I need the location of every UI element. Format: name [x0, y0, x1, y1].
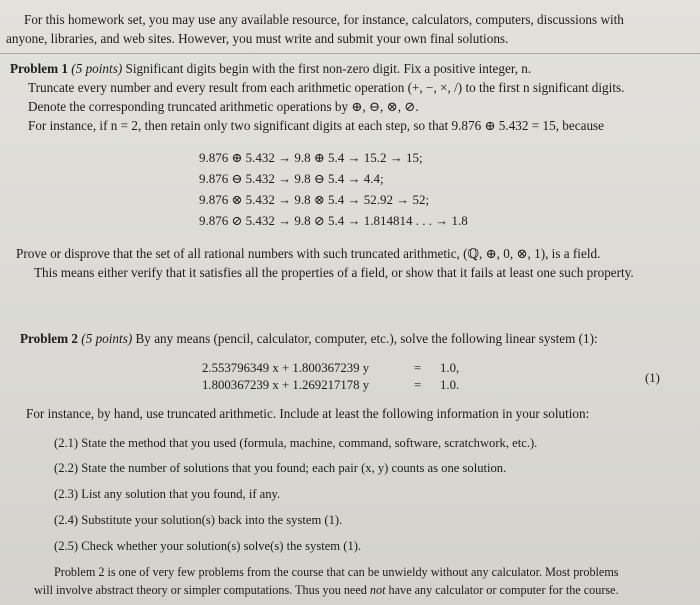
example-divide: 9.876 ⊘ 5.432 → 9.8 ⊘ 5.4 → 1.814814 . . . → 1.8 [199, 213, 468, 228]
problem1-heading [10, 61, 531, 77]
example-add: 9.876 ⊕ 5.432 → 9.8 ⊕ 5.4 → 15.2 → 15; [199, 150, 423, 165]
intro-line-1: For this homework set, you may use any available resource, for instance, calculators, computers, discussions with [24, 12, 624, 27]
problem2-label: Problem 2 [20, 331, 78, 346]
problem1-prove-line2: This means either verify that it satisfies all the properties of a field, or show that it fails at least one such property. [34, 265, 634, 280]
problem2-heading [20, 331, 598, 347]
requirement-2-2: (2.2) State the number of solutions that you found; each pair (x, y) counts as one solution. [54, 461, 507, 475]
note-text-a: will involve abstract theory or simpler computations. Thus you need [34, 583, 367, 597]
problem1-line4: For instance, if n = 2, then retain only two significant digits at each step, so that 9.876 ⊕ 5.432 = 15, because [28, 118, 605, 133]
problem2-note-line2 [34, 583, 619, 598]
problem1-label: Problem 1 [10, 61, 68, 76]
problem2-line1: By any means (pencil, calculator, computer, etc.), solve the following linear system (1): [135, 331, 598, 346]
intro-line-2: anyone, libraries, and web sites. However, you must write and submit your own final solutions. [6, 31, 509, 46]
note-text-b: have any calculator or computer for the course. [388, 583, 619, 597]
requirement-2-1: (2.1) State the method that you used (formula, machine, command, software, scratchwork, etc.). [54, 436, 538, 450]
equation-2-rhs: 1.0. [440, 378, 460, 392]
equation-number: (1) [645, 371, 660, 385]
example-subtract: 9.876 ⊖ 5.432 → 9.8 ⊖ 5.4 → 4.4; [199, 171, 384, 186]
problem1-line3: Denote the corresponding truncated arithmetic operations by ⊕, ⊖, ⊗, ⊘. [28, 99, 419, 114]
problem2-points: (5 points) [81, 331, 133, 346]
requirement-2-3: (2.3) List any solution that you found, if any. [54, 487, 281, 501]
equation-2-relation: = [414, 378, 422, 392]
note-text-not: not [369, 583, 386, 597]
section-divider [0, 53, 700, 54]
equation-1-lhs: 2.553796349 x + 1.800367239 y [202, 361, 370, 375]
equation-2-lhs: 1.800367239 x + 1.269217178 y [202, 378, 370, 392]
problem1-points: (5 points) [71, 61, 123, 76]
problem1-line1: Significant digits begin with the first non-zero digit. Fix a positive integer, n. [125, 61, 532, 76]
problem2-instance: For instance, by hand, use truncated arithmetic. Include at least the following information in your solution: [26, 406, 590, 421]
example-multiply: 9.876 ⊗ 5.432 → 9.8 ⊗ 5.4 → 52.92 → 52; [199, 192, 430, 207]
problem2-note-line1: Problem 2 is one of very few problems from the course that can be unwieldy without any calculator. Most problems [54, 565, 619, 579]
requirement-2-5: (2.5) Check whether your solution(s) solve(s) the system (1). [54, 539, 362, 553]
equation-1-rhs: 1.0, [440, 361, 460, 375]
equation-1-relation: = [414, 361, 422, 375]
problem1-line2: Truncate every number and every result from each arithmetic operation (+, −, ×, /) to the first n significant digits. [28, 80, 625, 95]
problem1-prove-line1: Prove or disprove that the set of all rational numbers with such truncated arithmetic, (ℚ, ⊕, 0, ⊗, 1), is a field. [16, 246, 601, 261]
requirement-2-4: (2.4) Substitute your solution(s) back into the system (1). [54, 513, 343, 527]
